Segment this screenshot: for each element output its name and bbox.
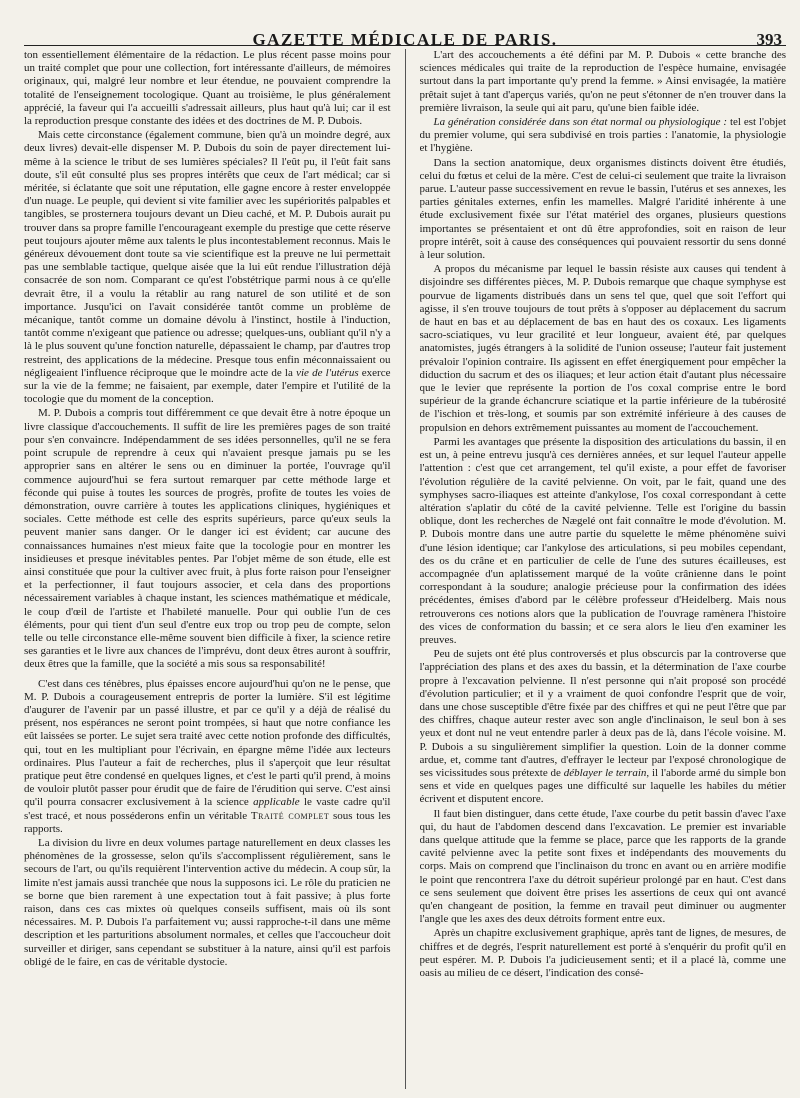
small-caps-phrase: Traité complet [250,809,330,822]
paragraph: Dans la section anatomique, deux organismes distincts doivent être étudiés, celui du fœtus et celui de la mère. C'est de celui-ci seulement que traite la livraison parue. L'auteur passe successivement en revue le bassin, l'utérus et ses annexes, les parties génitales externes, enfin les mamelles. Malgré l'aridité inhérente à une étude exclusivement fixée sur l'état matériel des organes, plusieurs questions importantes se présentaient et ont dû être approfondies, soit en raison de leur propre intérêt, soit à cause des conséquences qui pouvaient ressortir du sens donné à leur solution. [419,156,786,262]
left-column [24,49,391,1089]
paragraph-text: Mais cette circonstance (également commune, bien qu'à un moindre degré, aux deux livres) devait-elle dispenser M. P. Dubois du soin de payer directement lui-même à la science le tribut de ses lumières spéciales? Il l'eût pu, il l'eût fait sans doute, s'il eût consulté plus ses propres intérêts que ceux de l'art médical; car si méritée, si éclatante que soit une réputation, elle gagne encore à rester enveloppée d'un nuage. Le peuple, qui devient si vite familier avec les supériorités palpables et tangibles, se prosternera toujours devant un Dieu caché, et M. P. Dubois aurait pu trouver dans sa propre famille l'encourageant exemple du prestige que cette réserve peut toujours ajouter même aux talents le plus incontestablement reconnus. Mais le généreux dévouement dont toute sa vie scientifique est la preuve ne lui permettait pas une semblable tactique, quelque aisée que la lui eût rendue l'illustration déjà consacrée de son nom. Comparant ce qu'est l'obstétrique parmi nous à ce qu'elle devrait être, il a voulu la rétablir au rang naturel de son utilité et de son importance. Jusqu'ici on l'avait considérée tantôt comme un problème de mécanique, tantôt comme un domaine dévolu à l'instinct, hostile à l'induction, tantôt comme n'exigeant que patience ou adresse; quelques-uns, oubliant qu'il n'y a là le plus souvent qu'une fonction naturelle, dépassaient le champ, par d'autres trop restreint, des applications de la médecine. Presque tous enfin méconnaissaient ou négligeaient l'influence réciproque que le moindre acte de la [24,129,391,379]
text-columns [24,49,786,1089]
paragraph: La division du livre en deux volumes partage naturellement en deux classes les phénomènes de la grossesse, selon qu'ils s'accomplissent régulièrement, sans le secours de l'art, ou qu'ils requièrent l'intervention active du médecin. A coup sûr, la limite n'est jamais aussi tranchée que nous la supposons ici. Le rôle du praticien ne se borne que bien rarement à une expectation tout à fait passive; à plus forte raison, dans ces cas mixtes où quelques conseils suffisent, mais où ils sont nécessaires. M. P. Dubois l'a parfaitement vu; aussi rapproche-t-il dans une même description et les parturitions absolument normales, et celles que l'accoucheur doit surveiller et diriger, sans cependant se substituer à la nature, ainsi qu'il est parfois obligé de le faire, en cas de véritable dystocie. [24,836,391,968]
paragraph: M. P. Dubois a compris tout différemment ce que devait être à notre époque un livre classique d'accouchements. Il suffit de lire les premières pages de son traité pour s'en convaincre. Indépendamment de ses idées personnelles, qu'il ne se fera point scrupule de reprendre à ceux qui n'avaient presque jamais pu se les approprier sans en altérer le sens ou en diminuer la portée, l'ouvrage qu'il commence aujourd'hui se fera surtout remarquer par cette méthode large et féconde qui puise à toutes les sources de progrès, profite de toutes les voies de démonstration, ouvre carrière à toutes les applications cliniques, hygiéniques et sociales. Cette méthode est celle des esprits supérieurs, parce qu'eux seuls la peuvent manier sans danger. Or le danger ici est évident; car aucune des connaissances humaines n'est mieux faite que la tocologie pour en montrer les insidieuses et presque inévitables pentes. Par l'objet même de son étude, elle est ainsi constituée que pour la cultiver avec fruit, à plus forte raison pour l'enseigner et la perfectionner, il faut toujours associer, et cela dans des proportions nécessairement variables à chaque instant, les sciences mathématique et médicale, le coup d'œil de l'artiste et l'habileté manuelle. Pour qui oublie l'un de ces éléments, pour qui tient d'un seul d'entre eux trop ou trop peu de compte, selon telle ou telle circonstance elle-même souvent bien difficile à fixer, la science retire ses garanties et le livre aux chances de l'imprévu, dont deux êtres auront à souffrir, deux êtres que la famille, que la société a mis sous sa responsabilité! [24,407,391,671]
paragraph-text: Peu de sujets ont été plus controversés et plus obscurcis par la controverse que l'appréciation des plans et des axes du bassin, et la détermination de l'axe courbe propre à l'excavation pelvienne. Il n'est personne qui n'ait proposé son procédé d'évolution particulier; et il y a vraiment de quoi confondre l'esprit que de voir, dans une chose susceptible d'être fixée par des chiffres et qui ne peut l'être que par des chiffres, chaque auteur rester avec son angle d'inclinaison, le seul bon à ses yeux et dont nul ne veut entendre parler à deux pas de là, dans l'école voisine. M. P. Dubois a su singulièrement simplifier la question. Loin de la donner comme ardue, et, comme tant d'autres, d'effrayer le lecteur par l'exposé chronologique de ses vicissitudes sous prétexte de [419,648,786,779]
column-divider [405,49,406,1089]
paragraph-text: sous tous les rapports. [24,809,391,835]
paragraph: Après un chapitre exclusivement graphique, après tant de lignes, de mesures, de chiffres et de degrés, l'esprit naturellement est porté à s'enquérir du profit qu'il en peut espérer. M. P. Dubois l'a judicieusement senti; et il a placé là, comme une oasis au milieu de ce désert, l'indication des consé- [419,927,786,980]
paragraph: L'art des accouchements a été défini par M. P. Dubois « cette branche des sciences médicales qui traite de la reproduction de l'espèce humaine, envisagée surtout dans la part importante qu'y prend la femme. » Ainsi envisagée, la matière prêtait sujet à tant d'aperçus variés, qu'on ne peut s'étonner de n'en trouver dans la première livraison, la seule qui ait paru, qu'une bien faible idée. [419,49,786,114]
page-number: 393 [756,30,782,49]
italic-word: applicable [253,796,300,809]
journal-title: GAZETTE MÉDICALE DE PARIS. [252,30,558,49]
paragraph [420,648,787,806]
italic-phrase: vie de l'utérus [296,366,359,379]
paragraph-text: tel est l'objet du premier volume, qui sera subdivisé en trois parties : l'anatomie, la physiologie et l'hygiène. [419,116,786,155]
italic-heading: La génération considérée dans son état normal ou physiologique : [433,116,728,129]
page-header [24,0,786,49]
right-column [420,49,787,1089]
paragraph-text: exerce sur la vie de la femme; ne faisaient, par exemple, dater l'empire et l'utilité de la tocologie que du moment de la conception. [24,366,391,406]
paragraph [24,678,391,836]
paragraph: Il faut bien distinguer, dans cette étude, l'axe courbe du petit bassin d'avec l'axe qui, du haut de l'abdomen descend dans l'excavation. Le premier est invariable dans quelque attitude que la femme se place, parce que les rapports de la grande cavité pelvienne avec la petite sont fixes et indépendants des mouvements du corps. Mais on comprend que l'inclinaison du tronc en avant ou en arrière modifie le point que rencontrera l'axe du détroit supérieur prolongé par en haut. C'est dans ce sens seulement que doivent être prises les assertions de ceux qui ont avancé qu'en changeant de position, la femme en travail peut diminuer ou augmenter l'angle que les axes des deux détroits forment entre eux. [419,807,786,926]
paragraph: ton essentiellement élémentaire de la rédaction. Le plus récent passe moins pour un traité complet que pour une collection, fort intéressante d'ailleurs, de mémoires originaux, qui, malgré leur nombre et leur étendue, ne pouvaient comprendre la totalité de l'enseignement tocologique. Quant au troisième, le plus généralement apprécié, la faveur qui l'a accueilli s'adressait ailleurs, plus haut qu'à lui; car il est la reproduction presque constante des idées et des doctrines de M. P. Dubois. [24,49,391,128]
paragraph: Parmi les avantages que présente la disposition des articulations du bassin, il en est un, à peine entrevu jusqu'à ces dernières années, et sur lequel l'auteur appelle l'attention : c'est que cet arrangement, tel qu'il existe, a pour effet de favoriser l'évolution régulière de la cavité pelvienne. On voit, par le fait, quand une des symphyses sacro-iliaques est atteinte d'ankylose, l'os coxal correspondant à cette altération s'aplatir du côté de la cavité pelvienne. Telle est l'origine du bassin oblique, dont les recherches de Nægelé ont fait connaître le mode d'évolution. M. P. Dubois montre dans une autre partie du squelette le même phénomène suivi d'une lésion identique; car l'ankylose des articulations, si peu mobiles cependant, des os du crâne et en particulier de celle de l'une des sutures écailleuses, est accompagnée d'un aplatissement marqué de la voûte crânienne dans le point correspondant à la soudure; analogie précieuse pour la confirmation des idées précédentes, émises d'abord par le célèbre professeur d'Heidelberg. Mais nous retrouverons ces notions alors que la publication de l'ouvrage ramènera l'histoire des vices de conformation du bassin; et ce sera alors le lieu d'en examiner les preuves. [419,435,786,646]
italic-phrase: déblayer le terrain [563,766,647,779]
paragraph [420,116,787,156]
paragraph-text: le vaste cadre qu'il s'est tracé, et nous posséderons enfin un véritable [24,796,391,822]
paragraph [24,129,391,406]
paragraph-text: C'est dans ces ténèbres, plus épaisses encore aujourd'hui qu'on ne le pense, que M. P. Dubois a courageusement entrepris de porter la lumière. S'il est légitime d'augurer de l'avenir par un passé illustre, et par ce qu'il y a déjà de réalisé du présent, nos espérances ne seront point trompées, si haut que notre confiance les eût laissées se porter. Le sujet sera traité avec cette notion profonde des difficultés, qui, tout en les multipliant pour l'écrivain, en épargne même l'idée aux lecteurs ordinaires. Plus l'auteur a fait de recherches, plus il s'aperçoit que leur résultat pratique peut être condensé en quelques lignes, et c'est le parti qu'il prend, à moins de vouloir plutôt passer pour érudit que de faire de l'érudition qui serve. C'est ainsi qu'il pourra consacrer exclusivement à la science [24,677,391,809]
paragraph-text: , il l'aborde armé du simple bon sens et vide en quelques pages une difficulté sur laquelle les habiles du métier écrivent et disputent encore. [419,766,786,806]
paragraph: A propos du mécanisme par lequel le bassin résiste aux causes qui tendent à disjoindre ses différentes pièces, M. P. Dubois remarque que chaque symphyse est pourvue de ligaments distribués dans un sens tel que, quel que soit l'effort qui agisse, il s'en trouve toujours de tout prêts à s'opposer au déplacement du sacrum de haut en bas et au déplacement de bas en haut des os coxaux. Les ligaments sacro-sciatiques, vu leur gracilité et leur longueur, avaient été, par quelques anatomistes, jugés étrangers à la solidité de l'union osseuse; l'auteur fait justement prévaloir l'opinion contraire. Ils agissent en effet énergiquement pour empêcher la diduction du sacrum et des os iliaques; et leur action était d'autant plus nécessaire que le levier que représente la portion de l'os coxal comprise entre le bord supérieur de la grande échancrure sciatique et la partie inférieure de la tubérosité de l'ischion et très-long, et soumis par son extrémité inférieure à des causes de propulsion en dehors extrêmement puissantes au moment de l'accouchement. [419,263,786,434]
